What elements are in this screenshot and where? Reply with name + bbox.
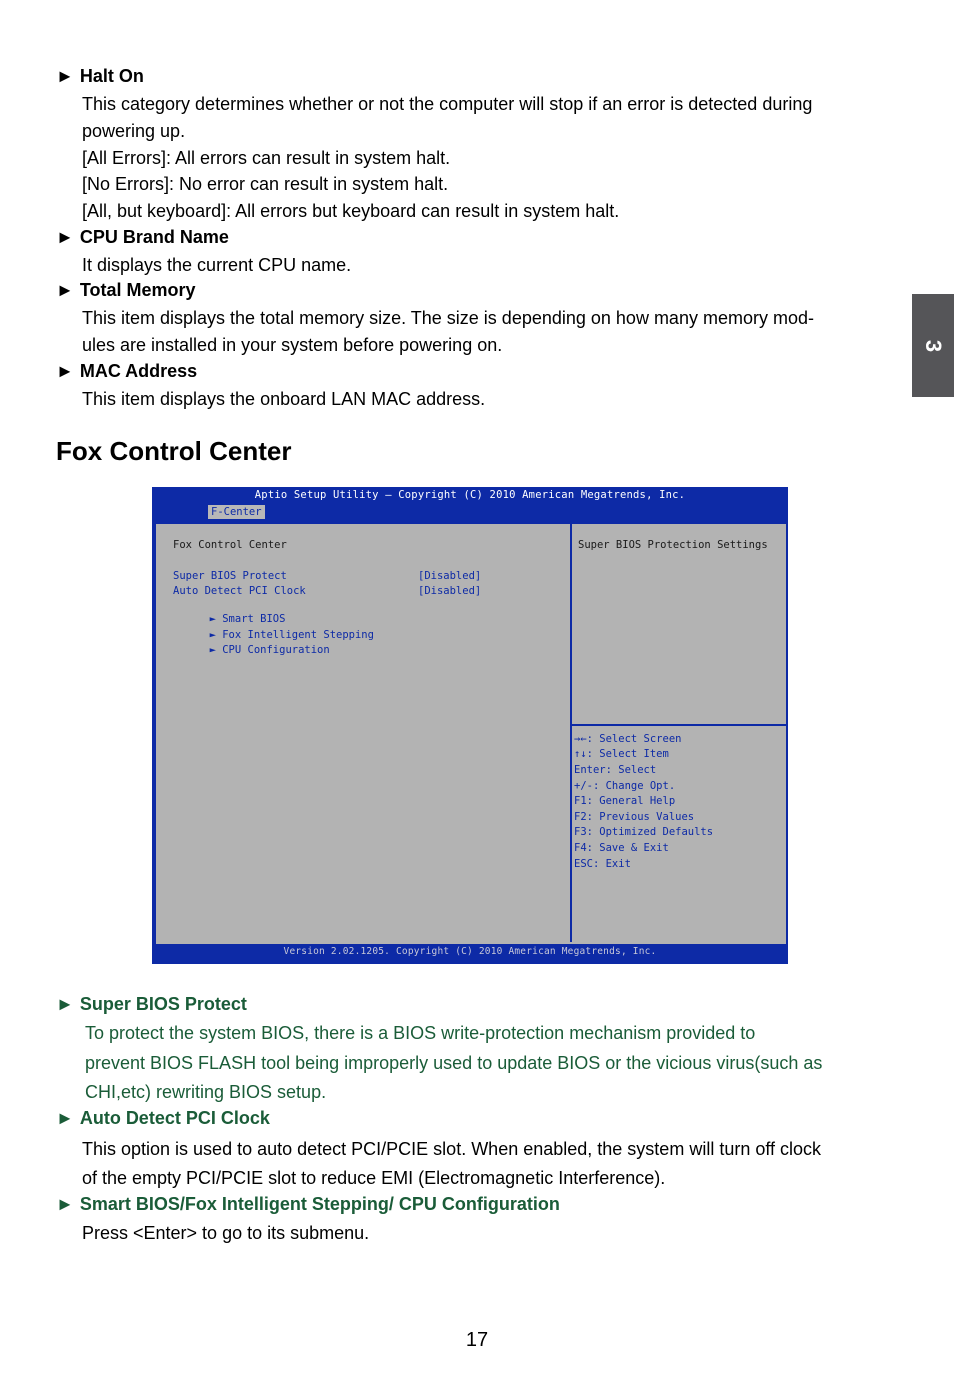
bios-setting-label[interactable]: Super BIOS Protect bbox=[173, 570, 287, 582]
bios-submenu-item[interactable]: ► Fox Intelligent Stepping bbox=[209, 629, 374, 641]
key-legend-line: F4: Save & Exit bbox=[574, 842, 669, 854]
item-description: This item displays the total memory size. The size is depending on how many memory mod- ules are installed in your system before powering on. bbox=[82, 308, 814, 355]
bullet-arrow-icon: ► bbox=[56, 280, 74, 300]
bios-footer: Version 2.02.1205. Copyright (C) 2010 American Megatrends, Inc. bbox=[283, 946, 657, 957]
key-legend-line: F3: Optimized Defaults bbox=[574, 826, 714, 838]
item-heading-mac-address: ► MAC Address bbox=[56, 361, 198, 381]
bios-help-panel bbox=[572, 524, 786, 726]
bullet-arrow-icon: ► bbox=[56, 227, 74, 247]
bullet-arrow-icon: ► bbox=[56, 994, 74, 1014]
bullet-arrow-icon: ► bbox=[56, 1108, 74, 1128]
item-heading-cpu-brand-name: ► CPU Brand Name bbox=[56, 227, 229, 247]
submenu-arrow-icon: ► bbox=[209, 613, 216, 625]
key-legend-line: ↑↓: Select Item bbox=[574, 748, 669, 760]
key-legend-line: F2: Previous Values bbox=[574, 811, 695, 823]
key-legend-line: ESC: Exit bbox=[574, 858, 631, 870]
submenu-arrow-icon: ► bbox=[209, 629, 216, 641]
item-description: This item displays the onboard LAN MAC address. bbox=[82, 389, 486, 409]
bios-submenu-item[interactable]: ► Smart BIOS bbox=[209, 613, 286, 625]
bios-title: Aptio Setup Utility – Copyright (C) 2010 American Megatrends, Inc. bbox=[254, 489, 686, 501]
item-heading-submenus: ► Smart BIOS/Fox Intelligent Stepping/ CPU Configuration bbox=[56, 1194, 560, 1214]
bios-setting-value[interactable]: [Disabled] bbox=[418, 570, 482, 582]
key-legend-line: →←: Select Screen bbox=[574, 733, 682, 745]
bullet-arrow-icon: ► bbox=[56, 66, 74, 86]
bios-tab-f-center[interactable]: F-Center bbox=[208, 505, 265, 519]
bios-menu-panel bbox=[156, 524, 572, 942]
key-legend-line: +/-: Change Opt. bbox=[574, 780, 676, 792]
bios-setting-label[interactable]: Auto Detect PCI Clock bbox=[173, 585, 306, 597]
item-description: This category determines whether or not the computer will stop if an error is detected during powering up. [All Errors]: All errors can result in system halt. [No Errors]: No error can result in system halt. [All, but keyboard]: All errors but keyboard can result in system halt. bbox=[82, 94, 813, 222]
item-description: It displays the current CPU name. bbox=[82, 255, 352, 275]
bios-submenu-item[interactable]: ► CPU Configuration bbox=[209, 644, 330, 656]
section-title: Fox Control Center bbox=[56, 436, 292, 466]
chapter-tab: 3 bbox=[912, 294, 954, 397]
bullet-arrow-icon: ► bbox=[56, 361, 74, 381]
item-description: Press <Enter> to go to its submenu. bbox=[82, 1223, 370, 1243]
page-number: 17 bbox=[465, 1329, 489, 1351]
item-heading-auto-detect-pci-clock: ► Auto Detect PCI Clock bbox=[56, 1108, 270, 1128]
item-heading-halt-on: ► Halt On bbox=[56, 66, 144, 86]
key-legend-line: Enter: Select bbox=[574, 764, 657, 776]
bios-main-frame bbox=[155, 523, 787, 945]
item-heading-super-bios-protect: ► Super BIOS Protect bbox=[56, 994, 247, 1014]
submenu-arrow-icon: ► bbox=[209, 644, 216, 656]
item-heading-total-memory: ► Total Memory bbox=[56, 280, 196, 300]
item-description: This option is used to auto detect PCI/PCIE slot. When enabled, the system will turn off clock of the empty PCI/PCIE slot to reduce EMI (Electromagnetic Interference). bbox=[82, 1139, 822, 1188]
bullet-arrow-icon: ► bbox=[56, 1194, 74, 1214]
item-description: To protect the system BIOS, there is a BIOS write-protection mechanism provided to prevent BIOS FLASH tool being improperly used to update BIOS or the vicious virus(such as CHI,etc) rewriting BIOS setup. bbox=[85, 1023, 823, 1102]
bios-menu-heading: Fox Control Center bbox=[173, 539, 287, 551]
key-legend-line: F1: General Help bbox=[574, 795, 676, 807]
bios-setting-value[interactable]: [Disabled] bbox=[418, 585, 482, 597]
bios-help-text: Super BIOS Protection Settings bbox=[578, 539, 768, 551]
bios-screenshot bbox=[152, 487, 788, 964]
